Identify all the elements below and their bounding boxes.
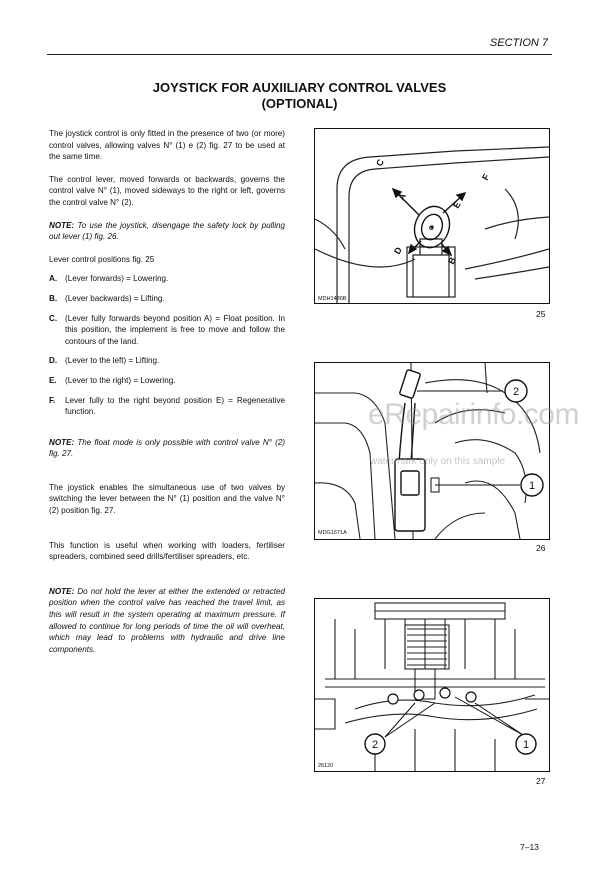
note-text: The float mode is only possible with control valve N° (2) fig. 27.	[49, 437, 286, 459]
callout-1: 1	[522, 739, 530, 751]
page-title	[47, 80, 552, 112]
position-text: (Lever backwards) = Lifting.	[65, 293, 165, 303]
position-letter: C.	[49, 313, 58, 323]
position-text: Lever fully to the right beyond position E) = Regenerative function.	[65, 395, 285, 417]
section-label: SECTION 7	[489, 37, 548, 49]
body-text-column	[49, 128, 285, 655]
note-hold-lever	[49, 586, 285, 656]
figure-number: 26	[536, 543, 546, 553]
note-label: NOTE:	[49, 220, 75, 230]
label-b: B	[446, 255, 458, 266]
paragraph-lever: The control lever, moved forwards or backwards, governs the control valve N° (1), moved sideways to the right or left, governs the control valve N° (2).	[49, 174, 285, 207]
section-header	[47, 36, 552, 55]
position-item	[49, 273, 285, 285]
label-e: E	[451, 199, 463, 210]
position-letter: D.	[49, 356, 58, 366]
position-letter: E.	[49, 375, 57, 385]
position-letter: A.	[49, 274, 58, 284]
control-valves-illustration	[315, 599, 549, 771]
watermark-main: eRepairinfo.com	[368, 398, 579, 431]
callout-2: 2	[512, 386, 520, 398]
note-label: NOTE:	[49, 586, 75, 596]
callout-2: 2	[371, 739, 379, 751]
figure-25-joystick-diagram	[314, 128, 550, 304]
note-label: NOTE:	[49, 437, 75, 447]
callout-1: 1	[528, 480, 536, 492]
position-text: (Lever forwards) = Lowering.	[65, 274, 169, 284]
note-float-mode	[49, 437, 285, 460]
positions-intro: Lever control positions fig. 25	[49, 254, 155, 264]
label-d: D	[392, 245, 404, 256]
figure-number: 25	[536, 309, 546, 319]
figure-code: 26120	[318, 763, 334, 769]
page-number: 7–13	[520, 842, 539, 852]
position-item	[49, 355, 285, 367]
page-title-line2: (OPTIONAL)	[261, 96, 338, 111]
position-item	[49, 313, 285, 348]
position-text: (Lever to the left) = Lifting.	[65, 356, 160, 366]
position-item	[49, 395, 285, 418]
safety-lock-illustration	[315, 363, 549, 539]
figure-27-control-valves	[314, 598, 550, 772]
position-item	[49, 293, 285, 305]
figure-number: 27	[536, 776, 546, 786]
paragraph-simultaneous: The joystick enables the simultaneous use of two valves by switching the lever between the N° (1) position and the valve N° (2) position fig. 27.	[49, 482, 285, 516]
label-a: A	[396, 191, 408, 202]
position-letter: F.	[49, 395, 56, 405]
figure-code: MDH1486B	[318, 296, 347, 302]
figure-26-safety-lock	[314, 362, 550, 540]
position-letter: B.	[49, 293, 58, 303]
note-text: Do not hold the lever at either the extended or retracted position when the control valve has reached the travel limit, as this will result in the system operating at maximum pressure. If allowed to continue for long periods of time the oil will overheat, which may lead to problems with hydraulic and drive line components.	[49, 586, 286, 654]
joystick-illustration	[315, 129, 549, 303]
position-item	[49, 375, 285, 387]
position-text: (Lever to the right) = Lowering.	[65, 375, 176, 385]
watermark-sub: watermark only on this sample	[370, 456, 506, 467]
paragraph-intro: The joystick control is only fitted in the presence of two (or more) control valves, allowing valves N° (1) e (2) fig. 27 to be used at the same time.	[49, 129, 285, 162]
position-text: (Lever fully forwards beyond position A) = Float position. In this position, the implement is free to move and follow the contours of the land.	[65, 313, 285, 346]
figure-code: MDG1671A	[318, 530, 347, 536]
page-title-line1: JOYSTICK FOR AUXIILIARY CONTROL VALVES	[152, 80, 447, 95]
note-safety-lock	[49, 220, 285, 243]
label-c: C	[374, 157, 386, 168]
label-f: F	[480, 172, 492, 182]
paragraph-function-use: This function is useful when working with loaders, fertiliser spreaders, combined seed drills/fertiliser spreaders, etc.	[49, 540, 285, 562]
note-text: To use the joystick, disengage the safety lock by pulling out lever (1) fig. 26.	[49, 220, 285, 242]
label-o: O	[429, 226, 434, 232]
